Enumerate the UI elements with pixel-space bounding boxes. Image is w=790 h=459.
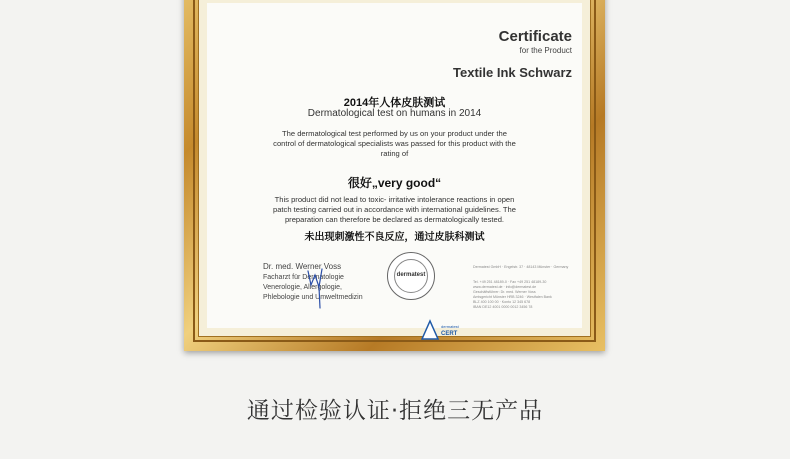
- seal-label: dermatest: [396, 272, 426, 278]
- certificate-frame: [184, 0, 605, 351]
- address-line: Amtsgericht Münster HRB 3246 · Westfalen Bank: [473, 295, 552, 299]
- result-line: preparation can therefore be declared as dermatologically tested.: [284, 215, 505, 224]
- product-name: Textile Ink Schwarz: [453, 65, 572, 80]
- result-line: This product did not lead to toxic- irritative intolerance reactions in open: [274, 195, 515, 204]
- svg-text:dermatest: dermatest: [441, 324, 459, 329]
- certificate-subtitle: for the Product: [519, 46, 572, 55]
- rating-text: 很好„very good“: [347, 176, 442, 190]
- page-caption: 通过检验认证·拒绝三无产品: [246, 398, 544, 424]
- intro-line: rating of: [380, 149, 409, 158]
- address-line: www.dermatest.de · info@dermatest.de: [473, 285, 537, 289]
- signatory-line: Venerologie, Allergologie,: [263, 284, 343, 291]
- result-line: patch testing carried out in accordance with international guidelines. The: [272, 205, 516, 214]
- signatory-name: Dr. med. Werner Voss: [263, 262, 342, 271]
- dermatest-seal: [387, 252, 435, 300]
- test-title-zh: 2014年人体皮肤测试: [343, 97, 446, 109]
- intro-line: The dermatological test performed by us on your product under the: [282, 129, 507, 138]
- certificate-paper: [207, 3, 582, 337]
- cert-badge-label: CERT: [441, 331, 458, 337]
- result-zh: 未出现刺激性不良反应，通过皮肤科测试: [304, 232, 485, 243]
- address-line: BLZ 400 100 00 · Konto 12 345 678: [473, 300, 531, 304]
- certificate-title: Certificate: [498, 28, 572, 45]
- address-line: IBAN DE12 4001 0000 0012 3456 78: [473, 305, 533, 309]
- address-line: Dermatest GmbH · Engelstr. 37 · 48143 Münster · Germany: [473, 265, 569, 269]
- address-line: Geschäftsführer: Dr. med. Werner Voss: [473, 290, 536, 294]
- address-line: Tel. +49 251 48189-0 · Fax +49 251 48189-30: [473, 280, 547, 284]
- signatory-line: Facharzt für Dermatologie: [263, 274, 344, 281]
- intro-line: control of dermatological specialists was passed for this product with the: [273, 139, 516, 148]
- test-title-en: Dermatological test on humans in 2014: [307, 108, 482, 119]
- signatory-line: Phlebologie und Umweltmedizin: [263, 294, 363, 301]
- cert-badge-icon: [420, 318, 460, 340]
- frame-mat: [198, 0, 591, 337]
